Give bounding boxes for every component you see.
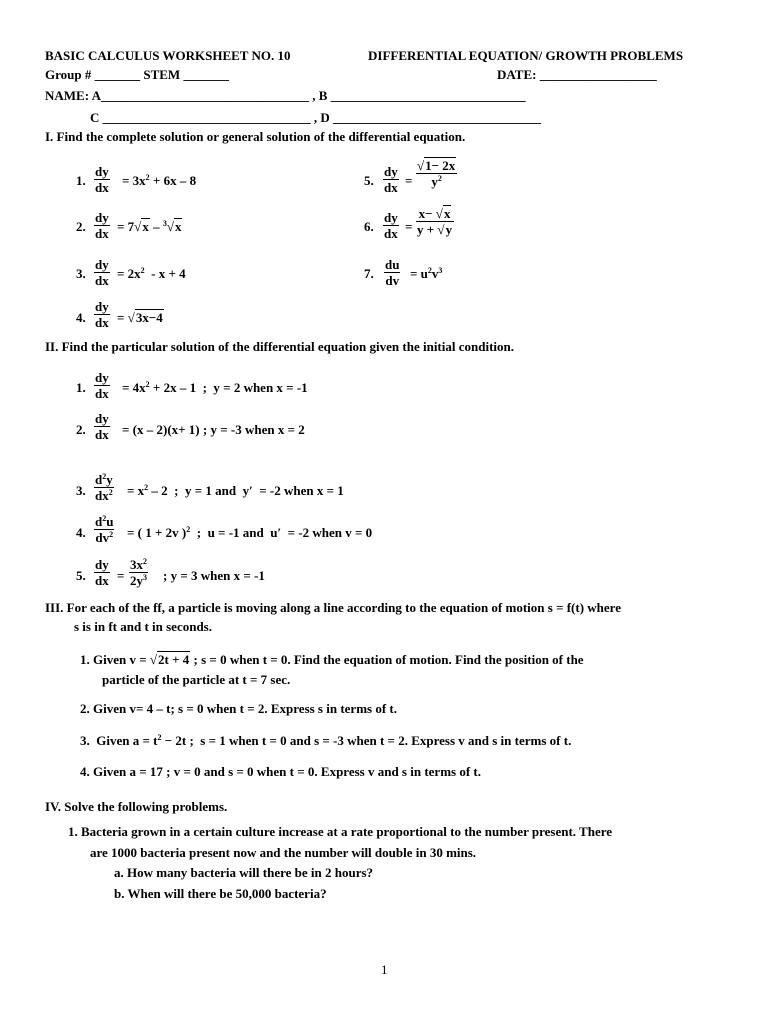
derivative-fraction: $\frac{d^2u}{dv^2}$	[95, 514, 114, 545]
problem-part-a: a. How many bacteria will there be in 2 hours?	[114, 865, 374, 880]
equation-rhs: = (x – 2)(x+ 1) ; y = -3 when x = 2	[122, 422, 305, 437]
section-4-heading: IV. Solve the following problems.	[45, 799, 228, 814]
derivative-fraction: $\frac{dy}{dx}$	[384, 210, 398, 241]
derivative-fraction: $\frac{dy}{dx}$	[95, 411, 109, 442]
item-number: 5.	[364, 173, 374, 188]
section-1-heading: I. Find the complete solution or general solution of the differential equation.	[45, 129, 466, 144]
item-number: 4.	[76, 310, 86, 325]
equation-rhs: = $u^2v^3$	[410, 266, 443, 281]
problem-line: 1. Given v = √2t + 4 ; s = 0 when t = 0. Find the equation of motion. Find the position of the	[80, 652, 584, 667]
rhs-fraction: $\frac{x- √x}{y + √y}$	[417, 206, 453, 237]
derivative-fraction: $\frac{du}{dv}$	[385, 257, 400, 288]
item-number: 1.	[76, 380, 86, 395]
section-3-item: 3. Given $a = t^2 - 2t$ ; s = 1 when t = 0 and s = -3 when t = 2. Express v and s in terms of t.	[80, 733, 572, 748]
derivative-fraction: $\frac{d^2y}{dx^2}$	[95, 472, 113, 503]
equals-sign: =	[405, 173, 413, 188]
problem-line: 1. Bacteria grown in a certain culture increase at a rate proportional to the number present. There	[68, 824, 613, 839]
equals-sign: =	[117, 568, 125, 583]
item-number: 7.	[364, 266, 374, 281]
item-number: 3.	[76, 483, 86, 498]
section-3-heading: III. For each of the ff, a particle is moving along a line according to the equation of motion s = f(t) where	[45, 600, 621, 615]
derivative-fraction: $\frac{dy}{dx}$	[95, 299, 109, 330]
item-number: 5.	[76, 568, 86, 583]
rhs-fraction: $\frac{√1- 2x}{y^2}$	[417, 158, 456, 189]
item-number: 1.	[76, 173, 86, 188]
problem-line-cont: particle of the particle at t = 7 sec.	[102, 672, 291, 687]
section-3-item: 2. Given v= 4 – t; s = 0 when t = 2. Express s in terms of t.	[80, 701, 398, 716]
date-line: DATE: __________________	[497, 67, 657, 82]
equation-rhs: = ( 1 + 2v )$^2$ ; u = -1 and u′ = -2 when v = 0	[127, 525, 373, 540]
initial-condition: ; y = 3 when x = -1	[163, 568, 265, 583]
item-number: 4.	[76, 525, 86, 540]
section-2-heading: II. Find the particular solution of the differential equation given the initial condition.	[45, 339, 514, 354]
derivative-fraction: $\frac{dy}{dx}$	[384, 164, 398, 195]
item-number: 6.	[364, 219, 374, 234]
item-number: 2.	[76, 422, 86, 437]
rhs-fraction: $\frac{3x^2}{2y^3}$	[130, 557, 147, 588]
worksheet-title: BASIC CALCULUS WORKSHEET NO. 10	[45, 48, 291, 63]
group-line: Group # _______ STEM _______	[45, 67, 229, 82]
equation-rhs: = $2x^2 - x + 4$	[117, 266, 186, 281]
name-line-ab: NAME: A________________________________ , B ______________________________	[45, 88, 526, 103]
derivative-fraction: $\frac{dy}{dx}$	[95, 210, 109, 241]
equation-rhs: = $x^2 - 2$ ; y = 1 and y′ = -2 when x = 1	[127, 483, 344, 498]
name-line-cd: C ________________________________ , D ________________________________	[90, 110, 542, 125]
derivative-fraction: $\frac{dy}{dx}$	[95, 557, 109, 588]
equals-sign: =	[405, 219, 413, 234]
derivative-fraction: $\frac{dy}{dx}$	[95, 164, 109, 195]
topic-title: DIFFERENTIAL EQUATION/ GROWTH PROBLEMS	[368, 48, 684, 63]
section-3-item: 4. Given a = 17 ; v = 0 and s = 0 when t = 0. Express v and s in terms of t.	[80, 764, 482, 779]
page-number: 1	[381, 962, 388, 977]
equation-rhs: = $4x^2 + 2x - 1$ ; y = 2 when x = -1	[122, 380, 308, 395]
equation-rhs: = 7√x – $^3$√x	[117, 219, 182, 234]
derivative-fraction: $\frac{dy}{dx}$	[95, 370, 109, 401]
item-number: 3.	[76, 266, 86, 281]
problem-line-cont: are 1000 bacteria present now and the number will double in 30 mins.	[90, 845, 477, 860]
equation-rhs: = √3x−4	[117, 310, 163, 325]
equation-rhs: = $3x^2 + 6x - 8$	[122, 173, 197, 188]
problem-part-b: b. When will there be 50,000 bacteria?	[114, 886, 327, 901]
derivative-fraction: $\frac{dy}{dx}$	[95, 257, 109, 288]
item-number: 2.	[76, 219, 86, 234]
section-3-heading-cont: s is in ft and t in seconds.	[74, 619, 212, 634]
